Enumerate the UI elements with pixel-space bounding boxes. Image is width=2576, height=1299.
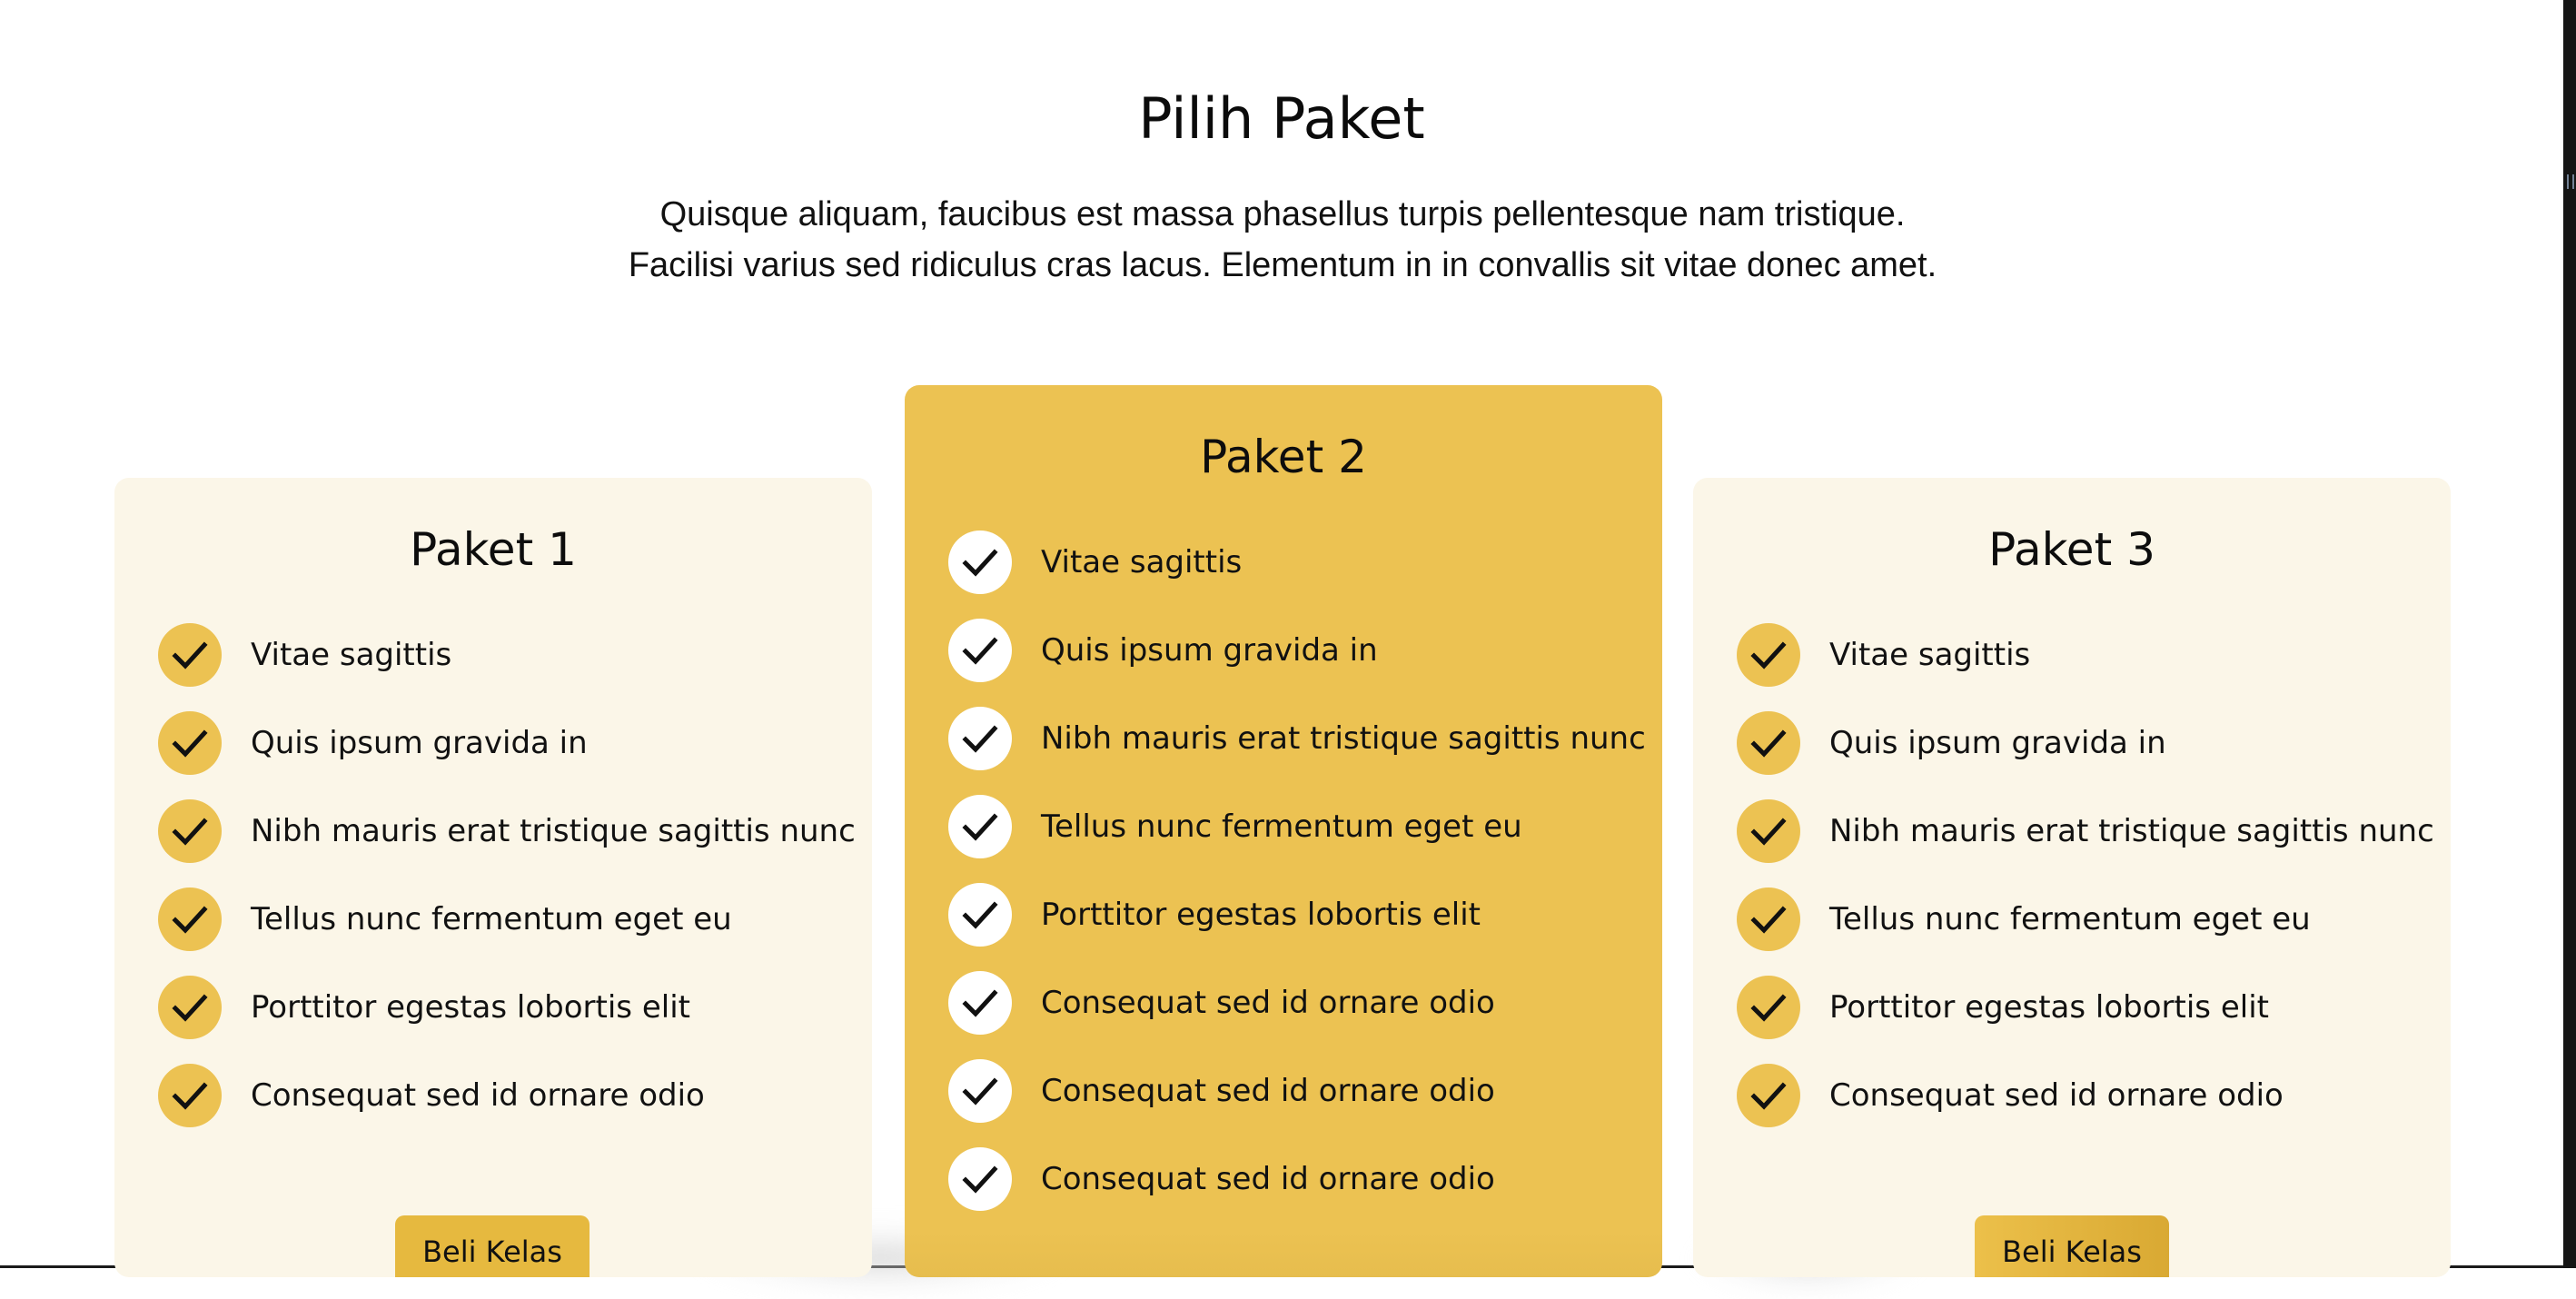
feature-item (1737, 976, 2434, 1064)
feature-item (158, 1064, 856, 1152)
feature-label: Porttitor egestas lobortis elit (1829, 989, 2269, 1026)
window-right-frame (2563, 0, 2576, 1268)
package-card-1 (114, 478, 872, 1277)
check-icon (158, 623, 222, 687)
feature-item (1737, 887, 2434, 976)
check-icon (158, 1064, 222, 1127)
feature-label: Consequat sed id ornare odio (251, 1077, 705, 1114)
card-bottom-shade (905, 1230, 1662, 1277)
feature-item (948, 1059, 1646, 1147)
check-icon (948, 531, 1012, 594)
feature-item (1737, 1064, 2434, 1152)
feature-label: Quis ipsum gravida in (1041, 632, 1378, 669)
feature-item (948, 619, 1646, 707)
feature-label: Tellus nunc fermentum eget eu (1829, 901, 2311, 937)
check-icon (1737, 711, 1800, 775)
feature-item (1737, 623, 2434, 711)
scrollbar-grip[interactable] (2567, 174, 2574, 189)
feature-label: Consequat sed id ornare odio (1829, 1077, 2284, 1114)
check-icon (158, 887, 222, 951)
feature-item (158, 623, 856, 711)
check-icon (948, 971, 1012, 1035)
feature-label: Nibh mauris erat tristique sagittis nunc (1041, 720, 1646, 757)
feature-label: Nibh mauris erat tristique sagittis nunc (251, 813, 856, 849)
check-icon (1737, 1064, 1800, 1127)
feature-item (158, 887, 856, 976)
check-icon (1737, 887, 1800, 951)
check-icon (158, 711, 222, 775)
feature-item (948, 1147, 1646, 1235)
section-description: Quisque aliquam, faucibus est massa phasellus turpis pellentesque nam tristique. Facilisi varius sed ridiculus cras lacus. Elementum in in convallis sit vitae donec amet. (628, 195, 1937, 284)
feature-list (948, 531, 1646, 1235)
package-card-2 (905, 385, 1662, 1277)
package-card-3 (1693, 478, 2451, 1277)
check-icon (1737, 799, 1800, 863)
package-title: Paket 2 (1200, 431, 1367, 483)
check-icon (948, 883, 1012, 947)
check-icon (1737, 976, 1800, 1039)
buy-class-button[interactable]: Beli Kelas (395, 1215, 590, 1277)
check-icon (158, 799, 222, 863)
feature-label: Vitae sagittis (1041, 544, 1243, 580)
buy-class-button[interactable]: Beli Kelas (1975, 1215, 2169, 1277)
feature-label: Quis ipsum gravida in (251, 725, 588, 761)
feature-item (948, 971, 1646, 1059)
feature-item (158, 976, 856, 1064)
check-icon (1737, 623, 1800, 687)
feature-label: Nibh mauris erat tristique sagittis nunc (1829, 813, 2434, 849)
check-icon (948, 795, 1012, 858)
check-icon (948, 1147, 1012, 1211)
feature-label: Quis ipsum gravida in (1829, 725, 2166, 761)
package-title: Paket 1 (410, 523, 577, 576)
check-icon (158, 976, 222, 1039)
feature-label: Vitae sagittis (1829, 637, 2031, 673)
feature-label: Consequat sed id ornare odio (1041, 1073, 1495, 1109)
feature-item (948, 795, 1646, 883)
feature-list (1737, 623, 2434, 1152)
check-icon (948, 1059, 1012, 1123)
check-icon (948, 619, 1012, 682)
feature-list (158, 623, 856, 1152)
package-title: Paket 3 (1988, 523, 2155, 576)
section-title: Pilih Paket (1138, 85, 1425, 152)
feature-label: Porttitor egestas lobortis elit (1041, 897, 1481, 933)
feature-label: Tellus nunc fermentum eget eu (251, 901, 732, 937)
feature-item (948, 883, 1646, 971)
check-icon (948, 707, 1012, 770)
feature-item (1737, 799, 2434, 887)
feature-item (948, 531, 1646, 619)
feature-label: Porttitor egestas lobortis elit (251, 989, 690, 1026)
feature-item (158, 711, 856, 799)
feature-label: Consequat sed id ornare odio (1041, 985, 1495, 1021)
feature-item (948, 707, 1646, 795)
feature-label: Vitae sagittis (251, 637, 452, 673)
feature-item (1737, 711, 2434, 799)
feature-item (158, 799, 856, 887)
feature-label: Consequat sed id ornare odio (1041, 1161, 1495, 1197)
feature-label: Tellus nunc fermentum eget eu (1041, 808, 1522, 845)
